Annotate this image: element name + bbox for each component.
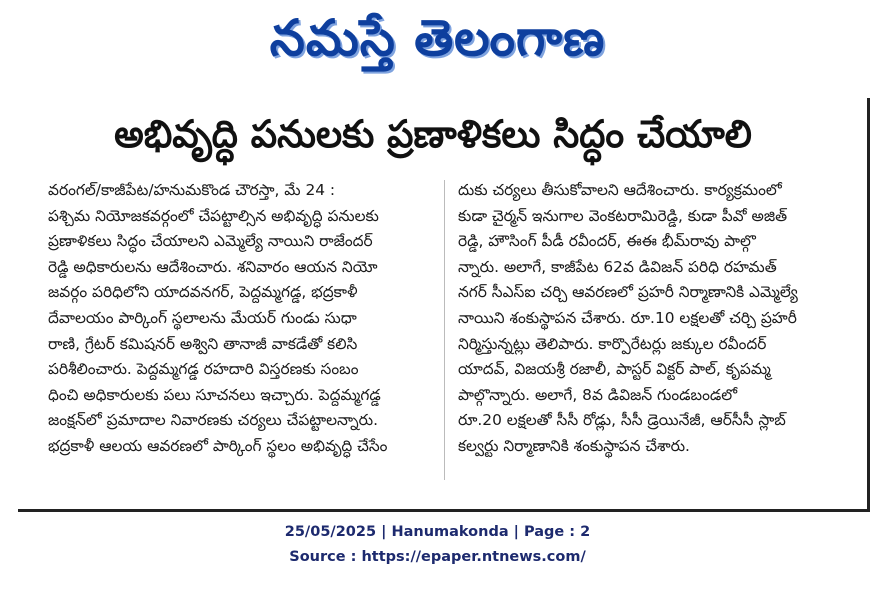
- article-line: ప్రణాళికలు సిద్ధం చేయాలని ఎమ్మెల్యే నాయిని రాజేందర్: [48, 232, 373, 251]
- article-line: న్నారు. అలాగే, కాజీపేట 62వ డివిజన్ పరిధి రహమత్: [458, 257, 777, 276]
- article-line: దుకు చర్యలు తీసుకోవాలని ఆదేశించారు. కార్యక్రమంలో: [458, 181, 782, 199]
- date-edition-page: 25/05/2025 | Hanumakonda | Page : 2: [284, 524, 591, 540]
- article-line: నాయిని శంకుస్థాపన చేశారు. రూ.10 లక్షలతో చర్చి ప్రహరీ: [458, 308, 797, 327]
- article-line: కల్వర్టు నిర్మాణానికి శంకుస్థాపన చేశారు.: [458, 436, 690, 455]
- article-line: పాల్గొన్నారు. అలాగే, 8వ డివిజన్ గుండబండలో: [458, 385, 738, 404]
- source-url[interactable]: Source : https://epaper.ntnews.com/: [289, 549, 586, 565]
- article-headline: అభివృద్ధి పనులకు ప్రణాళికలు సిద్ధం చేయాలి: [114, 112, 752, 156]
- article-line: యాదవ్, విజయశ్రీ రజాలీ, పాస్టర్ విక్టర్ పాల్, కృపమ్మ: [458, 360, 771, 379]
- article-line: ధించి అధికారులకు పలు సూచనలు ఇచ్చారు. పెద్దమ్మగడ్డ: [48, 385, 381, 404]
- article-line: వరంగల్/కాజీపేట/హనుమకొండ చౌరస్తా, మే 24 :: [48, 181, 336, 199]
- article-line: జవర్గం పరిధిలోని యాదవనగర్, పెద్దమ్మగడ్డ, భద్రకాళీ: [48, 283, 358, 302]
- article-line: రూ.20 లక్షలతో సీసీ రోడ్లు, సీసీ డ్రెయినేజీ, ఆర్‌సీసీ స్లాబ్: [458, 411, 786, 430]
- article-line: జంక్షన్‌లో ప్రమాదాల నివారణకు చర్యలు చేపట్టాలన్నారు.: [48, 411, 378, 430]
- article-line: రెడ్డి అధికారులను ఆదేశించారు. శనివారం ఆయన నియో: [48, 257, 378, 276]
- article-line: రెడ్డి, హౌసింగ్ పీడీ రవీందర్, ఈఈ భీమ్‌రావు పాల్గొ: [458, 232, 756, 251]
- source-footer: [0, 520, 875, 570]
- masthead: [0, 0, 875, 80]
- article-line: పశ్చిమ నియోజకవర్గంలో చేపట్టాల్సిన అభివృద్ధి పనులకు: [48, 206, 379, 225]
- column-divider: [444, 180, 445, 480]
- article-line: భద్రకాళీ ఆలయ ఆవరణలో పార్కింగ్ స్థలం అభివృద్ధి చేసేం: [48, 436, 388, 455]
- article-line: కుడా చైర్మన్ ఇనుగాల వెంకటరామిరెడ్డి, కుడా పీవో అజిత్: [458, 206, 788, 225]
- article-line: నగర్ సీఎస్ఐ చర్చి ఆవరణలో ప్రహరీ నిర్మాణానికి ఎమ్మెల్యే: [458, 283, 798, 302]
- news-clipping: [18, 98, 870, 512]
- article-column-right: [458, 178, 858, 460]
- article-line: నిర్మిస్తున్నట్లు తెలిపారు. కార్పొరేటర్లు జక్కుల రవీందర్: [458, 334, 767, 353]
- article-line: పరిశీలించారు. పెద్దమ్మగడ్డ రహదారి విస్తరణకు సంబం: [48, 360, 359, 379]
- article-line: రాణి, గ్రేటర్ కమిషనర్ అశ్విని తానాజీ వాకడేతో కలిసి: [48, 334, 358, 353]
- article-line: దేవాలయం పార్కింగ్ స్థలాలను మేయర్ గుండు సుధా: [48, 308, 357, 327]
- newspaper-logo: నమస్తే తెలంగాణ: [269, 9, 606, 67]
- article-column-left: [48, 178, 443, 460]
